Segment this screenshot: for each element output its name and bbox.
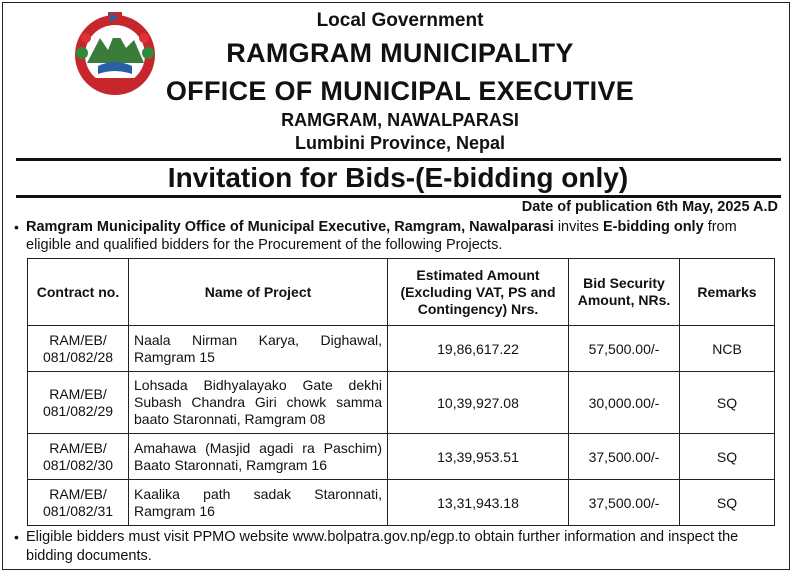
intro-rest-text: from eligible and qualified bidders for the Procurement of the following Projects. <box>26 219 737 253</box>
table-header-row <box>28 259 775 326</box>
notice-title: Invitation for Bids-(E-bidding only) <box>167 162 629 193</box>
project-name-cell: Lohsada Bidhyalayako Gate dekhi Subash Chandra Giri chowk samma baato Staronnati, Ramgram 08 <box>129 372 388 434</box>
bids-table <box>27 258 775 526</box>
amount-cell: 13,31,943.18 <box>388 480 569 526</box>
remarks-cell: NCB <box>680 326 775 372</box>
project-name-cell: Amahawa (Masjid agadi ra Paschim) Baato Staronnati, Ramgram 16 <box>129 434 388 480</box>
bullet-icon: • <box>14 219 19 235</box>
header-project-name: Name of Project <box>129 259 388 326</box>
remarks-cell: SQ <box>680 434 775 480</box>
intro-mid-text: invites <box>557 219 599 235</box>
local-government-label: Local Government <box>316 10 484 31</box>
contract-no-cell: RAM/EB/ 081/082/30 <box>28 434 129 480</box>
header-bid-security: Bid Security Amount, NRs. <box>569 259 680 326</box>
header-estimated-amount: Estimated Amount (Excluding VAT, PS and Contingency) Nrs. <box>388 259 569 326</box>
table-row <box>28 480 775 526</box>
project-name-cell: Kaalika path sadak Staronnati, Ramgram 16 <box>129 480 388 526</box>
header-contract-no: Contract no. <box>28 259 129 326</box>
intro-bold-text: Ramgram Municipality Office of Municipal Executive, Ramgram, Nawalparasi <box>26 219 554 235</box>
contract-no-cell: RAM/EB/ 081/082/28 <box>28 326 129 372</box>
contract-no-cell: RAM/EB/ 081/082/31 <box>28 480 129 526</box>
table-row <box>28 434 775 480</box>
intro-paragraph <box>26 218 778 254</box>
remarks-cell: SQ <box>680 372 775 434</box>
footer-note: Eligible bidders must visit PPMO website www.bolpatra.gov.np/egp.to obtain further information and inspect the bidding documents. <box>26 529 739 564</box>
bid-security-cell: 57,500.00/- <box>569 326 680 372</box>
amount-cell: 19,86,617.22 <box>388 326 569 372</box>
address-line-1: RAMGRAM, NAWALPARASI <box>281 110 519 130</box>
project-name-cell: Naala Nirman Karya, Dighawal, Ramgram 15 <box>129 326 388 372</box>
table-row <box>28 372 775 434</box>
bid-security-cell: 30,000.00/- <box>569 372 680 434</box>
amount-cell: 10,39,927.08 <box>388 372 569 434</box>
bid-security-cell: 37,500.00/- <box>569 480 680 526</box>
contract-no-cell: RAM/EB/ 081/082/29 <box>28 372 129 434</box>
bullet-icon: • <box>14 529 19 545</box>
office-name: OFFICE OF MUNICIPAL EXECUTIVE <box>165 76 635 106</box>
bid-security-cell: 37,500.00/- <box>569 434 680 480</box>
publication-date: Date of publication 6th May, 2025 A.D <box>521 199 778 215</box>
header-remarks: Remarks <box>680 259 775 326</box>
intro-bold-text-2: E-bidding only <box>602 219 704 235</box>
remarks-cell: SQ <box>680 480 775 526</box>
amount-cell: 13,39,953.51 <box>388 434 569 480</box>
table-row <box>28 326 775 372</box>
municipality-name: RAMGRAM MUNICIPALITY <box>226 38 574 68</box>
address-line-2: Lumbini Province, Nepal <box>294 133 506 153</box>
